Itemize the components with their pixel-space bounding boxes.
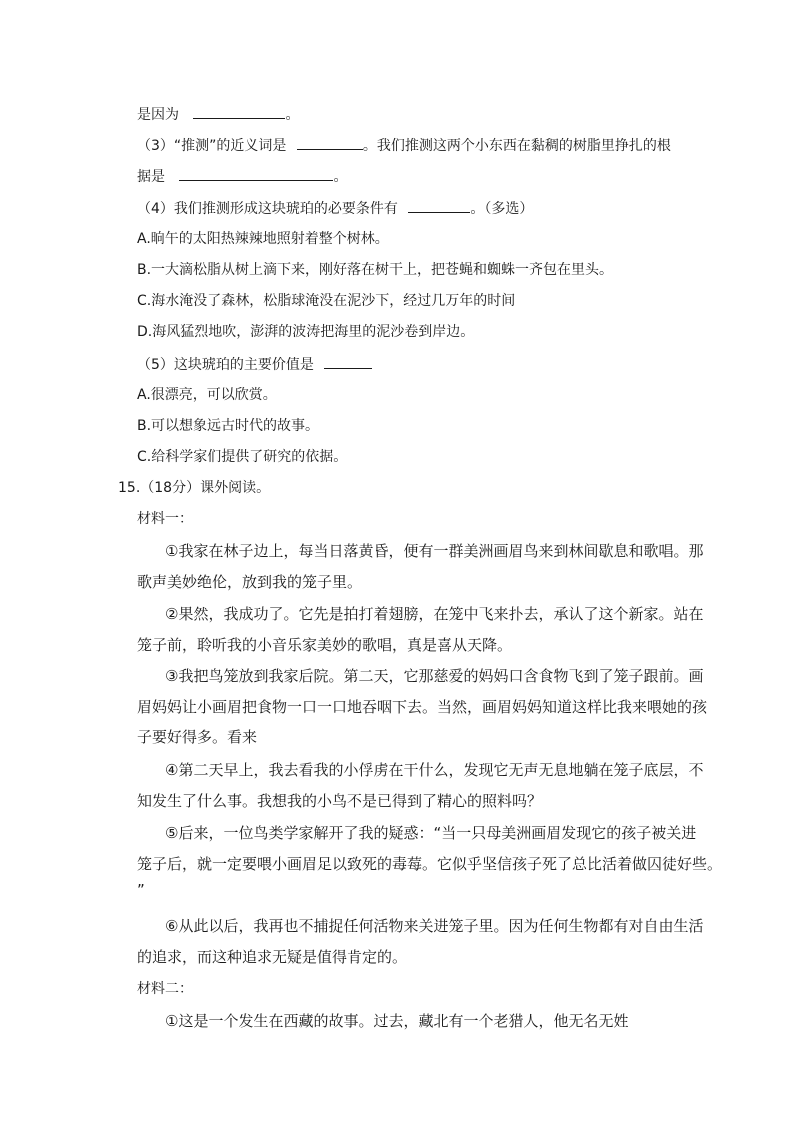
m1-paragraph-1-line-1: ①我家在林子边上，每当日落黄昏，便有一群美洲画眉鸟来到林间歇息和歌唱。那 <box>165 542 704 560</box>
q14-5-option-b[interactable]: B.可以想象远古时代的故事。 <box>137 418 320 434</box>
m1-paragraph-6-line-2: 的追求，而这种追求无疑是值得肯定的。 <box>137 948 408 966</box>
m1-paragraph-5-line-1: ⑤后来，一位鸟类学家解开了我的疑惑：“当一只母美洲画眉发现它的孩子被关进 <box>165 824 697 842</box>
answer-blank[interactable] <box>179 166 333 181</box>
m1-paragraph-2-line-2: 笼子前，聆听我的小音乐家美妙的歌唱，真是喜从天降。 <box>137 636 513 654</box>
m2-paragraph-1-line-1: ①这是一个发生在西藏的故事。过去，藏北有一个老猎人，他无名无姓 <box>165 1012 629 1030</box>
answer-blank[interactable] <box>297 135 363 150</box>
q14-5-line <box>137 354 372 375</box>
q14-3-basis-line <box>137 166 347 187</box>
material1-label: 材料一： <box>137 511 193 527</box>
q14-because-text: 是因为 <box>137 107 179 123</box>
answer-blank[interactable] <box>324 354 372 369</box>
q14-because-line <box>137 104 299 125</box>
m1-paragraph-1-line-2: 歌声美妙绝伦，放到我的笼子里。 <box>137 573 363 591</box>
material2-label: 材料二： <box>137 981 193 997</box>
q14-4-suffix: 。（多选） <box>470 201 534 217</box>
q14-4-option-d[interactable]: D.海风猛烈地吹，澎湃的波涛把海里的泥沙卷到岸边。 <box>137 324 475 340</box>
q14-4-text: （4）我们推测形成这块琥珀的必要条件有 <box>137 201 398 217</box>
q15-heading: 15.（18分）课外阅读。 <box>118 480 271 496</box>
q14-3-text: （3）“推测”的近义词是 <box>137 138 287 154</box>
m1-paragraph-5-line-2: 笼子后，就一定要喂小画眉足以致死的毒莓。它似乎坚信孩子死了总比活着做囚徒好些。 <box>137 855 723 873</box>
q14-4-option-a[interactable]: A.晌午的太阳热辣辣地照射着整个树林。 <box>137 231 389 247</box>
m1-paragraph-3-line-2: 眉妈妈让小画眉把食物一口一口地吞咽下去。当然，画眉妈妈知道这样比我来喂她的孩 <box>137 698 708 716</box>
m1-paragraph-2-line-1: ②果然，我成功了。它先是拍打着翅膀，在笼中飞来扑去，承认了这个新家。站在 <box>165 605 704 623</box>
answer-blank[interactable] <box>408 198 470 213</box>
m1-paragraph-4-line-1: ④第二天早上，我去看我的小俘虏在干什么，发现它无声无息地躺在笼子底层，不 <box>165 761 704 779</box>
q14-5-option-a[interactable]: A.很漂亮，可以欣赏。 <box>137 387 277 403</box>
m1-paragraph-5-line-3: ” <box>137 881 145 899</box>
q14-5-text: （5）这块琥珀的主要价值是 <box>137 357 314 373</box>
q14-3-basis: 据是 <box>137 169 165 185</box>
q14-3-text2: 。我们推测这两个小东西在黏稠的树脂里挣扎的根 <box>362 138 671 154</box>
answer-blank[interactable] <box>193 104 285 119</box>
m1-paragraph-6-line-1: ⑥从此以后，我再也不捕捉任何活物来关进笼子里。因为任何生物都有对自由生活 <box>165 917 704 935</box>
q14-4-option-b[interactable]: B.一大滴松脂从树上滴下来，刚好落在树干上，把苍蝇和蜘蛛一齐包在里头。 <box>137 262 614 278</box>
q14-4-option-c[interactable]: C.海水淹没了森林，松脂球淹没在泥沙下，经过几万年的时间 <box>137 293 516 309</box>
period: 。 <box>333 169 348 185</box>
m1-paragraph-4-line-2: 知发生了什么事。我想我的小鸟不是已得到了精心的照料吗？ <box>137 792 543 810</box>
q14-5-option-c[interactable]: C.给科学家们提供了研究的依据。 <box>137 449 348 465</box>
period: 。 <box>285 107 300 123</box>
m1-paragraph-3-line-1: ③我把鸟笼放到我家后院。第二天，它那慈爱的妈妈口含食物飞到了笼子跟前。画 <box>165 667 704 685</box>
m1-paragraph-3-line-3: 子要好得多。看来 <box>137 728 258 746</box>
q14-4-line <box>137 198 533 219</box>
q14-3-line <box>137 135 671 156</box>
